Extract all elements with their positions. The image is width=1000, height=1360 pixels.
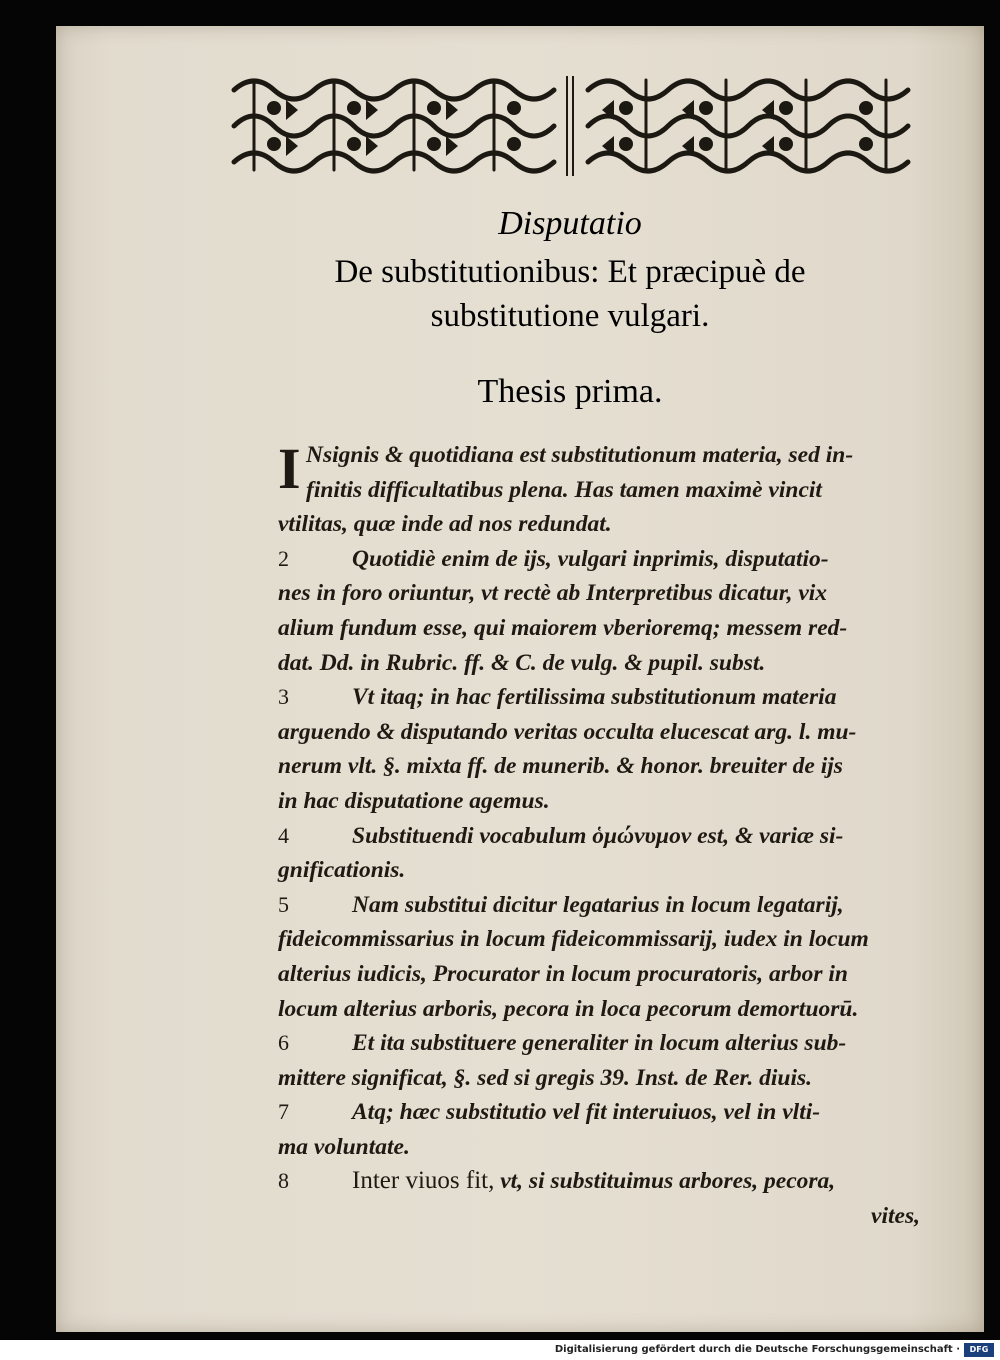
text-line: Atq; hæc substitutio vel fit interuiuos, vel in vlti- <box>352 1099 821 1126</box>
drop-cap: I <box>278 436 301 501</box>
text-line: Substituendi vocabulum ὁμώνυμον est, & variæ si- <box>352 822 844 849</box>
text-line: nes in foro oriuntur, vt rectè ab Interpretibus dicatur, vix <box>278 580 828 607</box>
text-line: vtilitas, quæ inde ad nos redundat. <box>278 511 612 538</box>
paragraph-number: 3 <box>278 684 289 710</box>
catchword: vites, <box>871 1203 920 1230</box>
paragraph-number: 2 <box>278 545 289 571</box>
text-roman-lead: Inter viuos fit, <box>352 1167 495 1195</box>
paragraph-number: 6 <box>278 1030 289 1056</box>
paragraph-number: 7 <box>278 1099 289 1125</box>
text-line: arguendo & disputando veritas occulta elucescat arg. l. mu- <box>278 718 857 745</box>
text-line: alterius iudicis, Procurator in locum procuratoris, arbor in <box>278 960 848 987</box>
paragraph-number: 5 <box>278 891 289 917</box>
text-line: dat. Dd. in Rubric. ff. & C. de vulg. & pupil. subst. <box>278 649 766 676</box>
footer-bar <box>0 1340 1000 1360</box>
text-line: Nsignis & quotidiana est substitutionum materia, sed in- <box>306 442 854 468</box>
text-line: Nam substitui dicitur legatarius in locum legatarij, <box>352 891 844 918</box>
heading-line-2: substitutione vulgari. <box>430 298 710 334</box>
text-line: gnificationis. <box>278 857 406 884</box>
ornamental-headpiece <box>222 66 918 186</box>
body-text <box>278 438 920 1234</box>
ornament-divider <box>566 76 574 176</box>
footer-credit: Digitalisierung gefördert durch die Deutsche Forschungsgemeinschaft · <box>554 1344 960 1355</box>
ornament-right <box>580 70 914 182</box>
ornament-left <box>226 70 560 182</box>
text-line: nerum vlt. §. mixta ff. de munerib. & honor. breuiter de ijs <box>278 753 843 780</box>
paragraph-2 <box>278 542 920 680</box>
paragraph-1 <box>278 438 920 542</box>
text-line: Quotidiè enim de ijs, vulgari inprimis, disputatio- <box>352 545 829 572</box>
paragraph-5 <box>278 888 920 1026</box>
paragraph-3 <box>278 680 920 818</box>
text-line: fideicommissarius in locum fideicommissarij, iudex in locum <box>278 926 869 953</box>
dfg-logo: DFG <box>964 1343 994 1357</box>
text-line: locum alterius arboris, pecora in loca pecorum demortuorū. <box>278 995 859 1022</box>
text-line: Vt itaq; in hac fertilissima substitutionum materia <box>352 684 837 711</box>
text-line: alium fundum esse, qui maiorem vberioremq; messem red- <box>278 614 848 641</box>
paragraph-4 <box>278 819 920 888</box>
text-line: finitis difficultatibus plena. Has tamen maximè vincit <box>306 476 822 503</box>
thesis-title: Thesis prima. <box>477 373 663 410</box>
text-line: mittere significat, §. sed si gregis 39. Inst. de Rer. diuis. <box>278 1064 813 1091</box>
paragraph-number: 8 <box>278 1168 289 1194</box>
text-line: Et ita substituere generaliter in locum alterius sub- <box>352 1030 847 1057</box>
paragraph-7 <box>278 1095 920 1164</box>
heading-disputatio: Disputatio <box>498 205 642 242</box>
paragraph-6 <box>278 1026 920 1095</box>
heading-line-1: De substitutionibus: Et præcipuè de <box>334 254 806 290</box>
paragraph-8 <box>278 1164 920 1233</box>
text-line: ma voluntate. <box>278 1133 410 1160</box>
text-line: in hac disputatione agemus. <box>278 787 550 814</box>
paragraph-number: 4 <box>278 822 289 848</box>
title-block <box>222 200 918 336</box>
text-line: vt, si substituimus arbores, pecora, <box>494 1168 836 1195</box>
